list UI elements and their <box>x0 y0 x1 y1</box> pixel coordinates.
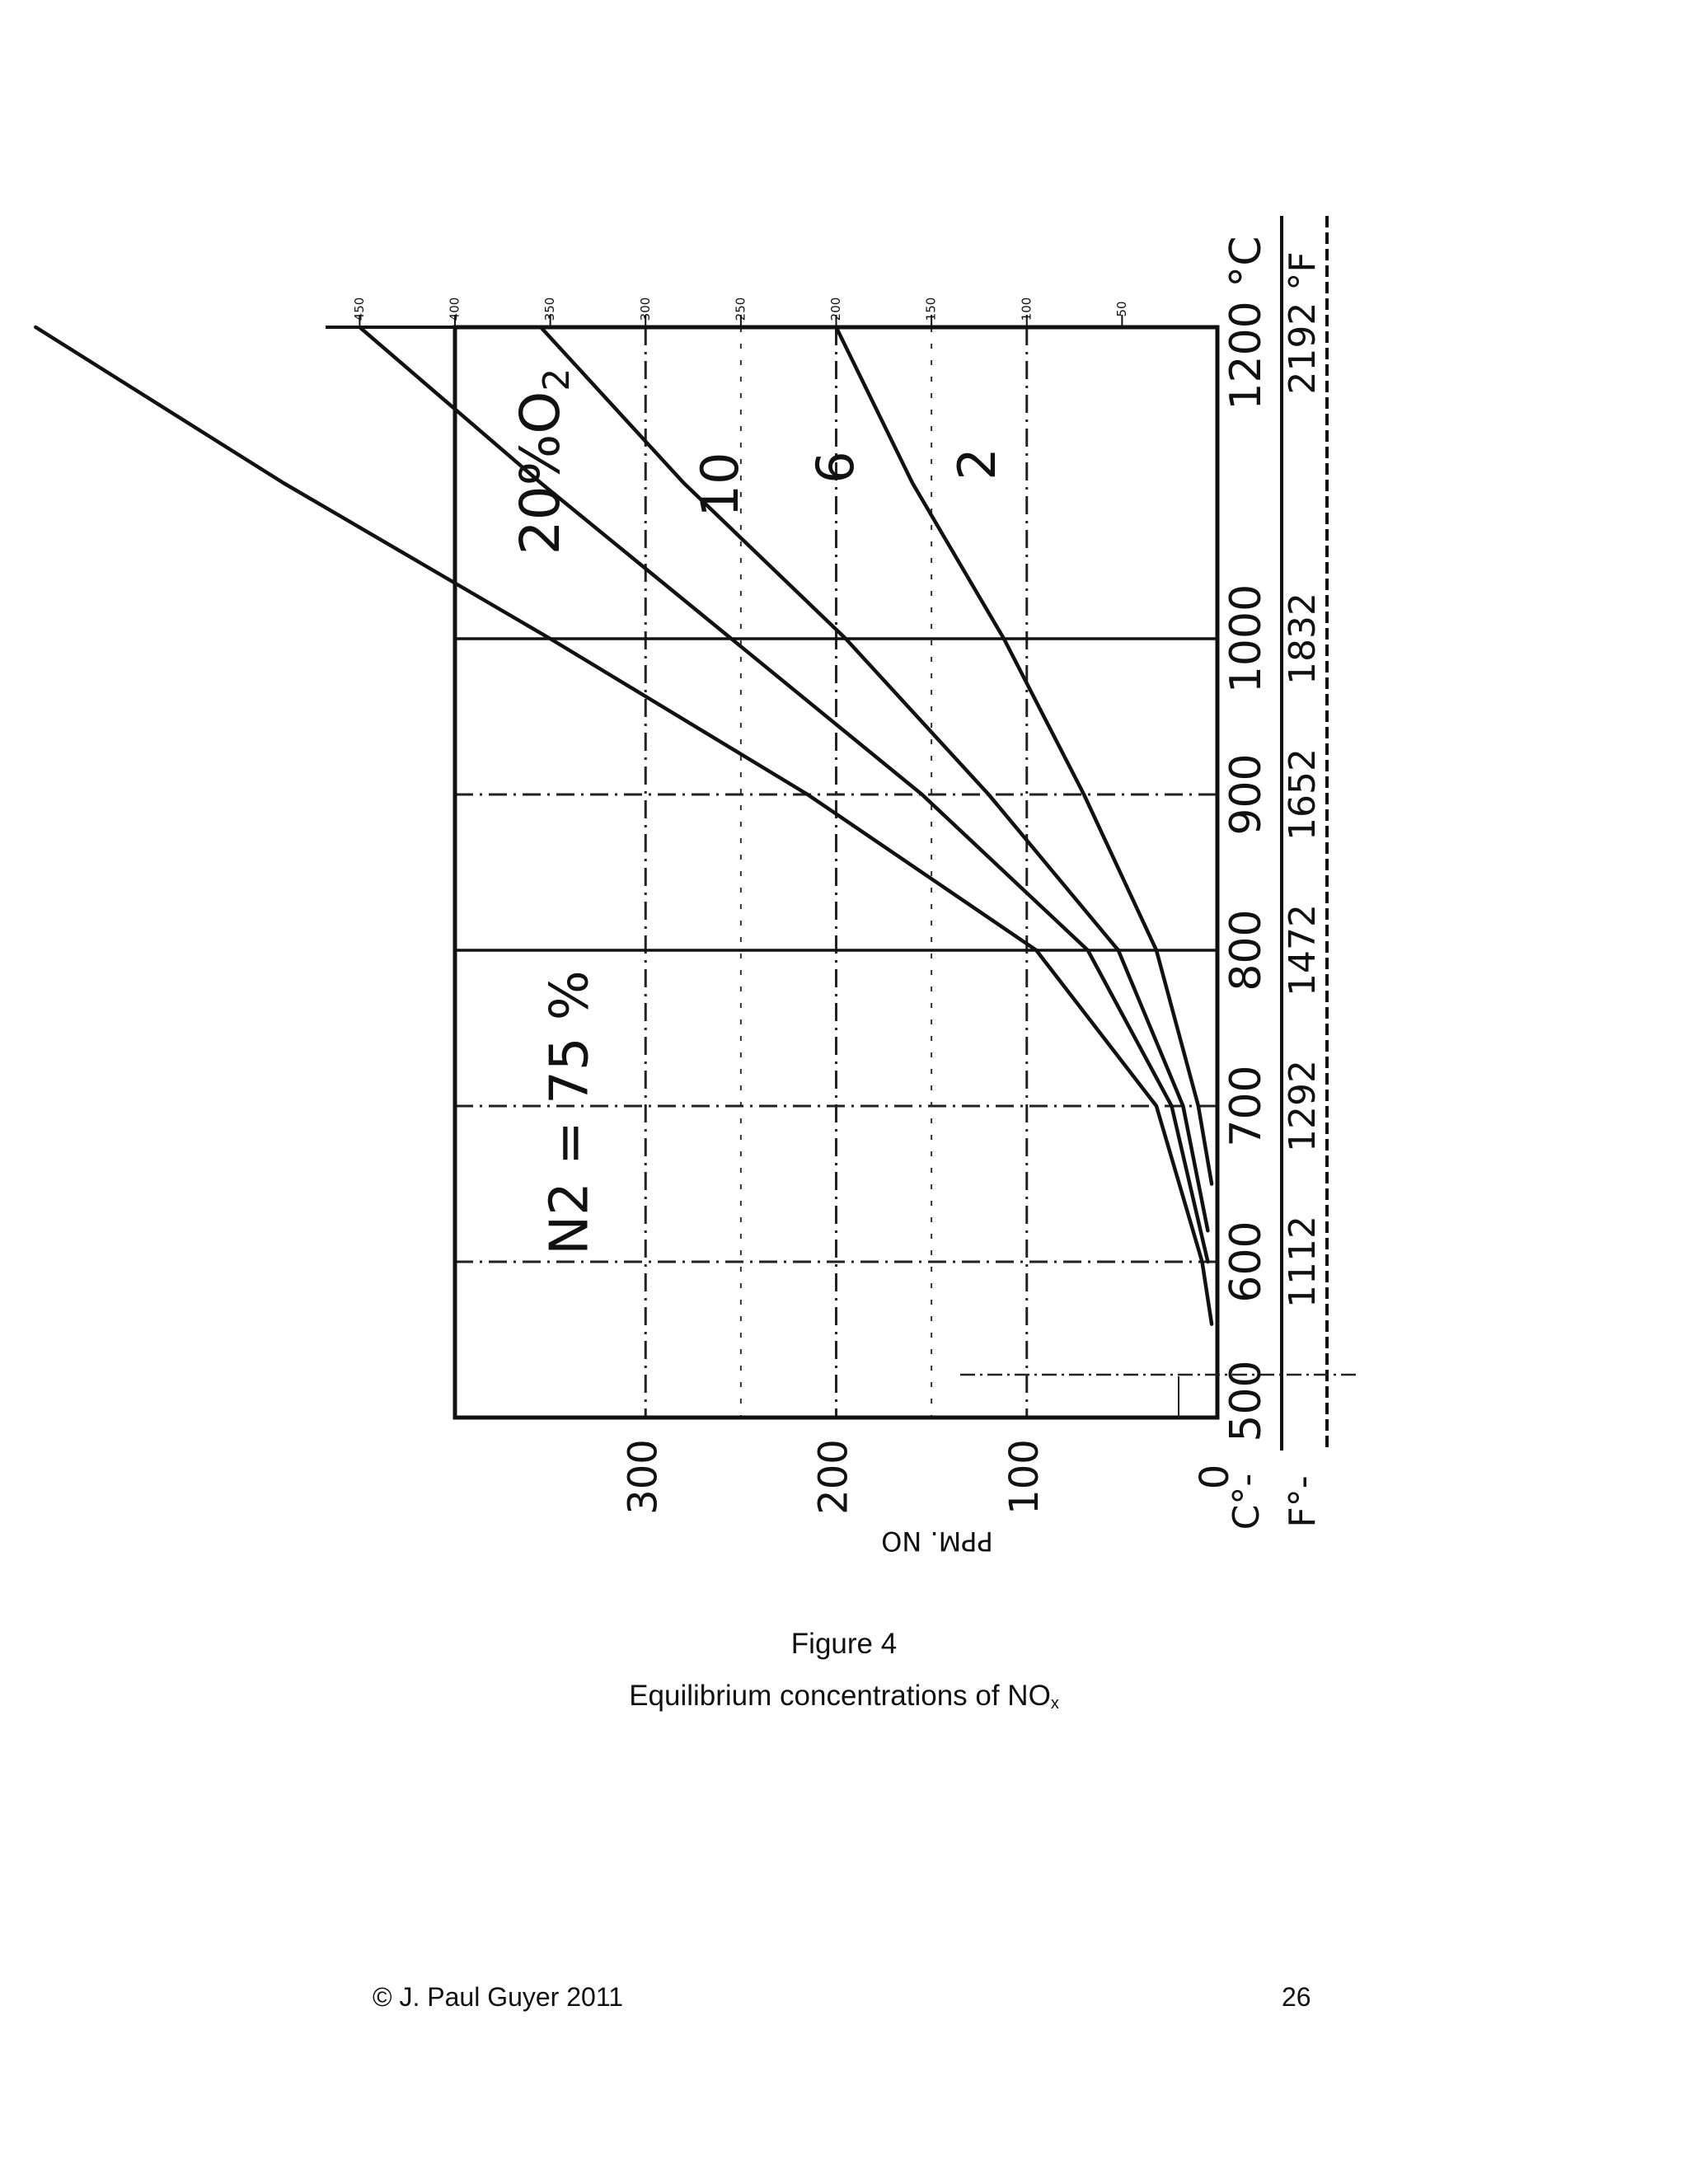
top-scale-label: 300 <box>637 297 653 321</box>
figure-title: Figure 4 <box>790 1628 898 1660</box>
top-scale-label: 450 <box>351 297 367 321</box>
y-axis-label: PPM. NO <box>881 1526 993 1557</box>
x-tick-label-f: 1832 <box>1282 593 1324 685</box>
x-end-label-f: 2192 °F <box>1282 251 1324 395</box>
x-tick-label-c: 500 <box>1221 1360 1271 1442</box>
series-label-value: 20 <box>509 485 573 555</box>
page-number: 26 <box>1282 1982 1311 2012</box>
series-label-20 <box>509 368 578 555</box>
footer-copyright: © J. Paul Guyer 2011 <box>373 1982 624 2012</box>
x-tick-label-c: 800 <box>1221 909 1271 991</box>
series-line-6-pct-o2 <box>541 327 1207 1230</box>
caption-text: Equilibrium concentrations of NO <box>629 1680 1051 1712</box>
chart-curves <box>35 327 1212 1324</box>
x-tick-label-c: 700 <box>1221 1065 1271 1147</box>
series-label-subscript: 2 <box>536 368 578 391</box>
y-tick-label: 300 <box>620 1439 667 1515</box>
series-label-2: 2 <box>947 448 1008 480</box>
series-line-20-pct-o2 <box>35 327 1212 1324</box>
top-scale-label: 100 <box>1019 297 1034 321</box>
series-label-10: 10 <box>690 452 751 518</box>
y-tick-label: 200 <box>810 1439 857 1515</box>
series-label-6: 6 <box>805 451 866 484</box>
caption-subscript: x <box>1050 1694 1059 1713</box>
x-tick-label-c: 1000 <box>1221 583 1271 694</box>
top-scale-label: 150 <box>923 297 939 321</box>
top-scale-label: 250 <box>733 297 748 321</box>
top-scale-label: 200 <box>828 297 843 321</box>
x-unit-label-f: F°- <box>1282 1475 1324 1528</box>
top-scale-label: 350 <box>542 297 558 321</box>
series-line-2-pct-o2 <box>837 327 1212 1184</box>
x-tick-label-f: 1472 <box>1282 904 1324 996</box>
y-tick-label: 100 <box>1001 1439 1048 1515</box>
x-tick-label-f: 1652 <box>1282 748 1324 841</box>
x-tick-label-f: 1112 <box>1282 1216 1324 1308</box>
series-label-unit: %O <box>509 391 573 486</box>
chart-labels <box>352 236 1324 1557</box>
figure-caption <box>0 1680 1688 1713</box>
x-tick-label-c: 600 <box>1221 1221 1271 1303</box>
top-scale-label: 50 <box>1114 301 1129 317</box>
x-unit-label-c: C°- <box>1226 1473 1268 1530</box>
top-scale-label: 400 <box>447 297 462 321</box>
x-tick-label-f: 1292 <box>1282 1060 1324 1152</box>
y-tick-label: 0 <box>1192 1464 1238 1490</box>
x-tick-label-c: 900 <box>1221 753 1271 836</box>
x-end-label-c: 1200 °C <box>1221 236 1271 410</box>
annotation-n2: N2 = 75 % <box>539 970 601 1255</box>
